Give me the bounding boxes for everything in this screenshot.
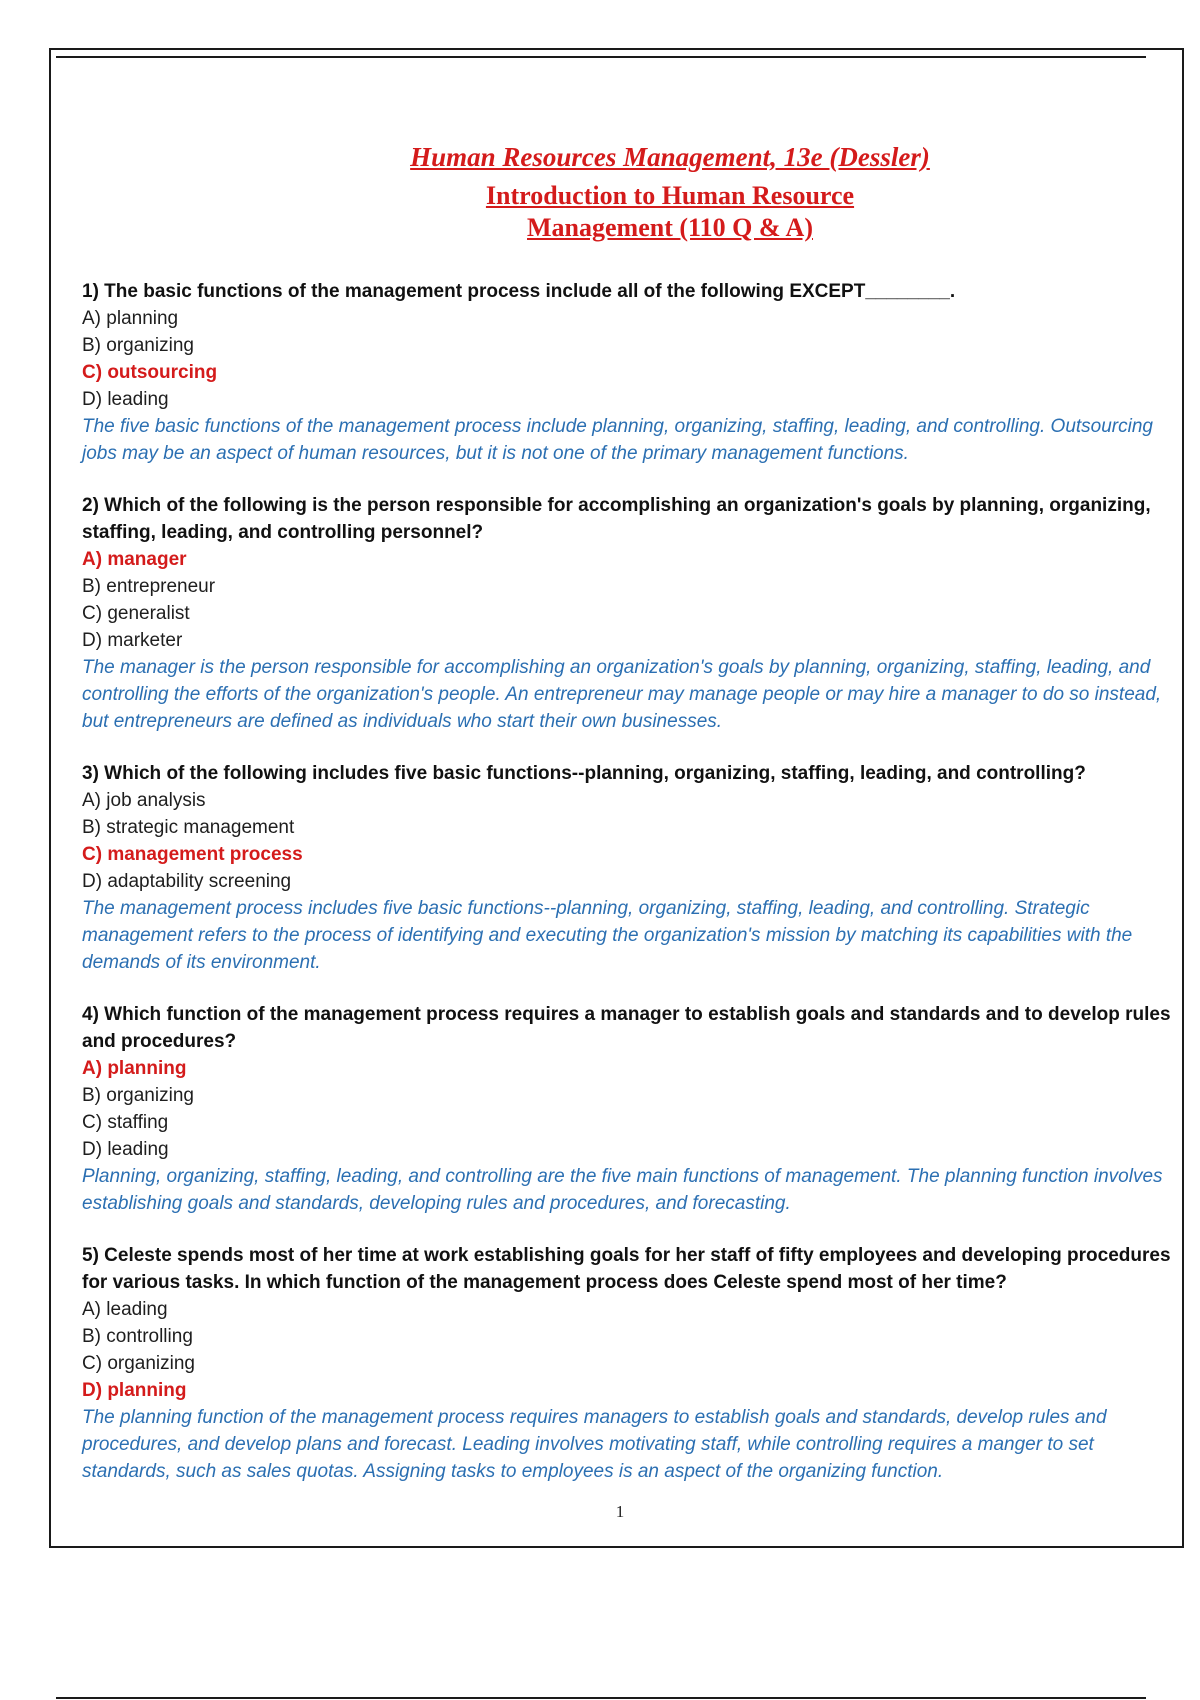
question-5 bbox=[82, 1242, 1172, 1485]
option-c-correct: C) outsourcing bbox=[82, 362, 218, 383]
option-b: B) controlling bbox=[82, 1326, 193, 1347]
option-a-correct: A) planning bbox=[82, 1058, 187, 1079]
bottom-rule bbox=[56, 1697, 1146, 1699]
document-subtitle-line2: Management (110 Q & A) bbox=[527, 213, 813, 242]
answer-explanation: Planning, organizing, staffing, leading, and controlling are the five main functions of management. The planning function involves establishing goals and standards, developing rules and procedures, and forecasting. bbox=[82, 1166, 1163, 1214]
answer-explanation: The management process includes five basic functions--planning, organizing, staffing, leading, and controlling. Strategic management refers to the process of identifying and executing the organization's mission by matching its capabilities with the demands of its environment. bbox=[82, 898, 1133, 973]
question-4 bbox=[82, 1001, 1172, 1217]
option-b: B) strategic management bbox=[82, 817, 295, 838]
option-c-correct: C) management process bbox=[82, 844, 303, 865]
option-b: B) entrepreneur bbox=[82, 576, 216, 597]
top-rule bbox=[56, 56, 1146, 58]
question-1 bbox=[82, 278, 1172, 467]
option-a: A) planning bbox=[82, 308, 179, 329]
option-b: B) organizing bbox=[82, 335, 194, 356]
question-text: 1) The basic functions of the management process include all of the following EXCEPT________. bbox=[82, 281, 956, 302]
option-b: B) organizing bbox=[82, 1085, 194, 1106]
option-a: A) leading bbox=[82, 1299, 168, 1320]
answer-explanation: The manager is the person responsible for accomplishing an organization's goals by planning, organizing, staffing, leading, and controlling the efforts of the organization's people. An entrepreneur may manage people or may hire a manager to do so instead, but entrepreneurs are defined as individuals who start their own businesses. bbox=[82, 657, 1162, 732]
document-subtitle-line1: Introduction to Human Resource bbox=[485, 181, 855, 210]
page-number: 1 bbox=[615, 1502, 625, 1521]
option-a: A) job analysis bbox=[82, 790, 206, 811]
question-2 bbox=[82, 492, 1172, 735]
option-d: D) leading bbox=[82, 1139, 169, 1160]
option-a-correct: A) manager bbox=[82, 549, 187, 570]
question-3 bbox=[82, 760, 1172, 976]
question-text: 4) Which function of the management process requires a manager to establish goals and standards and to develop rules and procedures? bbox=[82, 1004, 1171, 1052]
option-d: D) marketer bbox=[82, 630, 183, 651]
answer-explanation: The planning function of the management process requires managers to establish goals and standards, develop rules and procedures, and develop plans and forecast. Leading involves motivating staff, while controlling requires a manger to set standards, such as sales quotas. Assigning tasks to employees is an aspect of the organizing function. bbox=[82, 1407, 1107, 1482]
option-c: C) staffing bbox=[82, 1112, 169, 1133]
questions-list bbox=[82, 278, 1172, 1510]
option-d-correct: D) planning bbox=[82, 1380, 187, 1401]
question-text: 3) Which of the following includes five basic functions--planning, organizing, staffing, leading, and controlling? bbox=[82, 763, 1086, 784]
option-d: D) leading bbox=[82, 389, 169, 410]
question-text: 5) Celeste spends most of her time at work establishing goals for her staff of fifty employees and developing procedures for various tasks. In which function of the management process does Celeste spend most of her time? bbox=[82, 1245, 1171, 1293]
document-title: Human Resources Management, 13e (Dessler) bbox=[410, 142, 930, 172]
title-block bbox=[300, 140, 1040, 244]
option-d: D) adaptability screening bbox=[82, 871, 292, 892]
option-c: C) generalist bbox=[82, 603, 190, 624]
answer-explanation: The five basic functions of the management process include planning, organizing, staffing, leading, and controlling. Outsourcing jobs may be an aspect of human resources, but it is not one of the primary management functions. bbox=[82, 416, 1153, 464]
option-c: C) organizing bbox=[82, 1353, 195, 1374]
question-text: 2) Which of the following is the person responsible for accomplishing an organization's goals by planning, organizing, staffing, leading, and controlling personnel? bbox=[82, 495, 1151, 543]
